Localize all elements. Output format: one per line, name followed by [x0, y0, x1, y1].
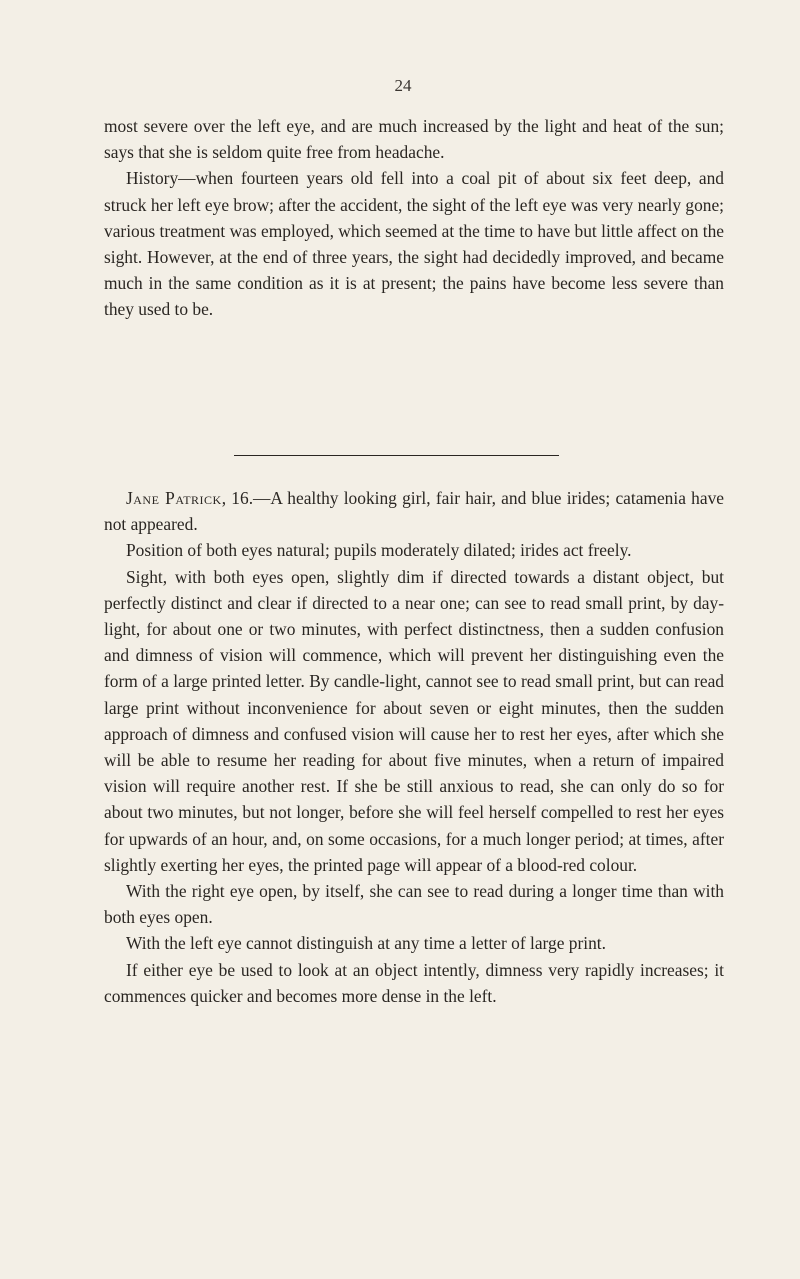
paragraph-either-eye: If either eye be used to look at an object intently, dimness very rapidly increases; it commences quicker and becomes more dense in the left.: [104, 959, 724, 1006]
patient-intro-text: , 16.—A healthy looking girl, fair hair, and blue irides; catamenia have not appeared.: [104, 488, 725, 535]
patient-name: Jane Patrick: [126, 488, 222, 508]
section-divider: [234, 455, 559, 456]
paragraph-sight: Sight, with both eyes open, slightly dim if directed towards a distant object, but perfectly distinct and clear if directed to a near one; can see to read small print, by day-light, for about one or two minutes, with perfect distinctness, then a sudden confusion and dimness of vision will commence, which will prevent her distinguishing even the form of a large printed letter. By candle-light, cannot see to read small print, but can read large print without inconvenience for about seven or eight minutes, then the sudden approach of dimness and confused vision will cause her to rest her eyes, after which she will be able to resume her reading for about five minutes, when a return of impaired vision will require another rest. If she be still anxious to read, she can only do so for about two minutes, but not longer, before she will feel herself compelled to rest her eyes for upwards of an hour, and, on some occasions, for a much longer period; at times, after slightly exerting her eyes, the printed page will appear of a blood-red colour.: [104, 566, 724, 875]
paragraph-patient-intro: [104, 485, 724, 537]
paragraph-right-eye: With the right eye open, by itself, she can see to read during a longer time than with both eyes open.: [104, 881, 724, 928]
first-passage: [104, 113, 724, 323]
paragraph-continuation: most severe over the left eye, and are much increased by the light and heat of the sun; says that she is seldom quite free from headache.: [104, 116, 724, 163]
paragraph-left-eye: With the left eye cannot distinguish at any time a letter of large print.: [126, 933, 606, 954]
paragraph-history: History—when fourteen years old fell into a coal pit of about six feet deep, and struck her left eye brow; after the accident, the sight of the left eye was very nearly gone; various treatment was employed, which seemed at the time to have but little affect on the sight. However, at the end of three years, the sight had decidedly improved, and became much in the same condition as it is at present; the pains have become less severe than they used to be.: [104, 168, 725, 320]
page-number: 24: [394, 76, 412, 95]
paragraph-position: Position of both eyes natural; pupils moderately dilated; irides act freely.: [126, 540, 632, 561]
second-passage: [104, 485, 724, 1009]
